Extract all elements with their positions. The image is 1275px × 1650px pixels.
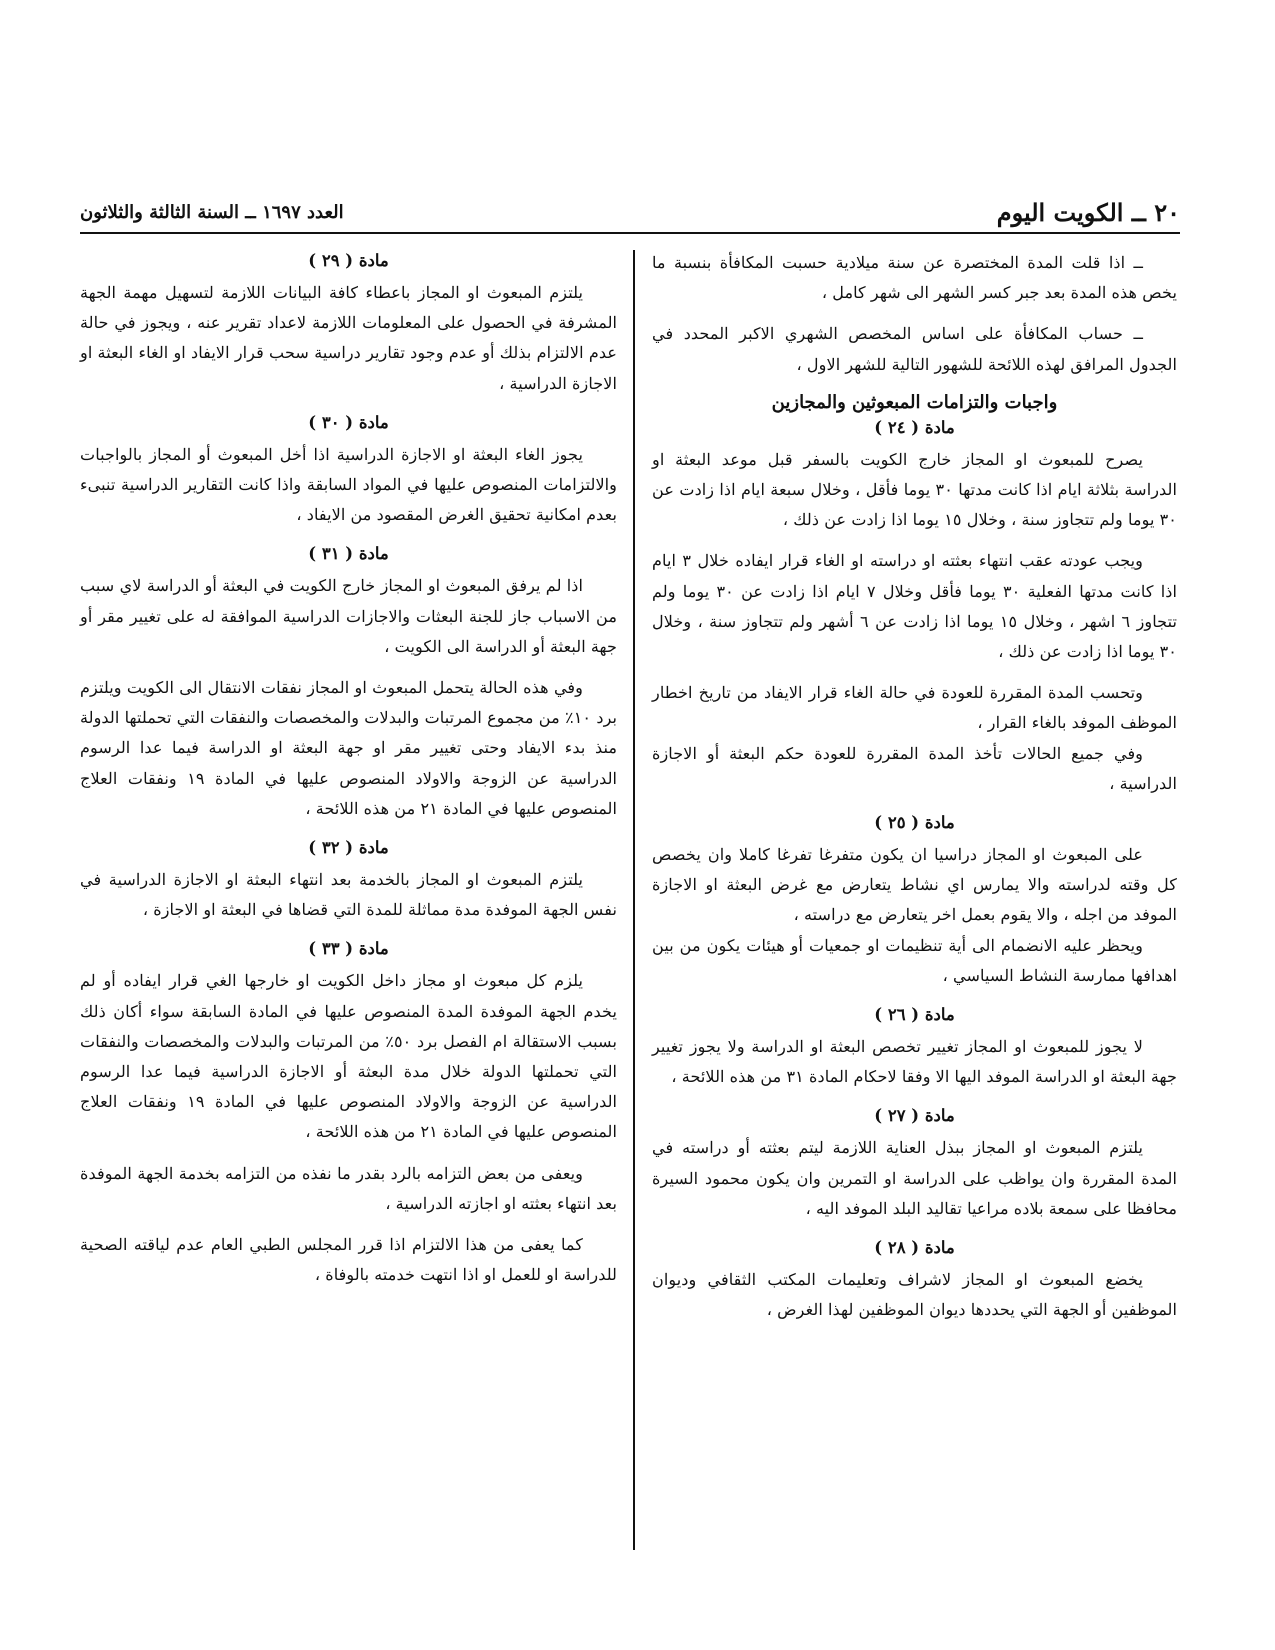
paragraph: لا يجوز للمبعوث او المجاز تغيير تخصص البعثة او الدراسة ولا يجوز تغيير جهة البعثة او الدراسة الموفد اليها الا وفقا لاحكام المادة ٣١ من هذه اللائحة ،	[652, 1037, 1177, 1087]
right-column	[652, 248, 1177, 1336]
column-divider	[633, 250, 635, 1550]
paragraph: وفي هذه الحالة يتحمل المبعوث او المجاز نفقات الانتقال الى الكويت ويلتزم برد ١٠٪ من مجموع المرتبات والبدلات والمخصصات والنفقات التي تحملتها الدولة منذ بدء الايفاد وحتى تغيير مقر او جهة البعثة او الدراسة فيما عدا الرسوم الدراسية عن الزوجة والاولاد المنصوص عليها في المادة ١٩ ونفقات العلاج المنصوص عليها في المادة ٢١ من هذه اللائحة ،	[80, 678, 618, 818]
paragraph: اذا لم يرفق المبعوث او المجاز خارج الكويت في البعثة أو الدراسة لاي سبب من الاسباب جاز للجنة البعثات والاجازات الدراسية الموافقة له على تغيير مقر أو جهة البعثة أو الدراسة الى الكويت ،	[80, 576, 617, 656]
article-28-heading: مادة ( ٢٨ )	[874, 1238, 955, 1258]
paragraph: ــ اذا قلت المدة المختصرة عن سنة ميلادية حسبت المكافأة بنسبة ما يخص هذه المدة بعد جبر كسر الشهر الى شهر كامل ،	[652, 253, 1177, 303]
paragraph: ويجب عودته عقب انتهاء بعثته او دراسته او الغاء قرار ايفاده خلال ٣ ايام اذا كانت مدتها الفعلية ٣٠ يوما فأقل وخلال ٧ ايام اذا زادت عن ٣٠ يوما ولم تتجاوز ٦ اشهر ، وخلال ١٥ يوما اذا زادت عن ٦ أشهر ولم تتجاوز سنة ، وخلال ٣٠ يوما اذا زادت عن ذلك ،	[652, 551, 1177, 662]
paragraph: ويحظر عليه الانضمام الى أية تنظيمات او جمعيات أو هيئات يكون من بين اهدافها ممارسة النشاط السياسي ،	[652, 935, 1177, 985]
paragraph: يلتزم المبعوث او المجاز ببذل العناية اللازمة ليتم بعثته أو دراسته في المدة المقررة وان يواظب على الدراسة او التمرين وان يكون محمود السيرة محافظا على سمعة بلاده مراعيا تقاليد البلد الموفد اليه ،	[652, 1138, 1177, 1218]
article-29-heading: مادة ( ٢٩ )	[308, 251, 389, 270]
article-30-heading: مادة ( ٣٠ )	[308, 412, 389, 432]
article-33-heading: مادة ( ٣٣ )	[308, 939, 389, 959]
paragraph: يصرح للمبعوث او المجاز خارج الكويت بالسفر قبل موعد البعثة او الدراسة بثلاثة ايام اذا كانت مدتها ٣٠ يوما فأقل ، وخلال سبعة ايام اذا زادت عن ٣٠ يوما ولم تتجاوز سنة ، وخلال ١٥ يوما اذا زادت عن ذلك ،	[652, 449, 1177, 530]
page-number-and-title: ٢٠ ــ الكويت اليوم	[996, 197, 1180, 227]
paragraph: يجوز الغاء البعثة او الاجازة الدراسية اذا أخل المبعوث أو المجاز بالواجبات والالتزامات المنصوص عليها في المواد السابقة واذا كانت التقارير الدراسية تنبىء بعدم امكانية تحقيق الغرض المقصود من الايفاد ،	[80, 444, 617, 525]
paragraph: كما يعفى من هذا الالتزام اذا قرر المجلس الطبي العام عدم لياقته الصحية للدراسة او للعمل او اذا انتهت خدمته بالوفاة ،	[80, 1235, 617, 1285]
article-27-heading: مادة ( ٢٧ )	[874, 1106, 955, 1126]
article-26-heading: مادة ( ٢٦ )	[874, 1005, 955, 1025]
article-32-heading: مادة ( ٣٢ )	[308, 838, 389, 858]
issue-info: العدد ١٦٩٧ ــ السنة الثالثة والثلاثون	[80, 201, 344, 223]
article-25-heading: مادة ( ٢٥ )	[874, 813, 955, 833]
paragraph: ويعفى من بعض التزامه بالرد بقدر ما نفذه من التزامه بخدمة الجهة الموفدة بعد انتهاء بعثته او اجازته الدراسية ،	[80, 1163, 617, 1213]
paragraph: يلتزم المبعوث او المجاز باعطاء كافة البيانات اللازمة لتسهيل مهمة الجهة المشرفة في الحصول على المعلومات اللازمة لاعداد تقرير عنه ، ويجوز في حالة عدم الالتزام بذلك أو عدم وجود تقارير دراسية سحب قرار الايفاد او الغاء البعثة او الاجازة الدراسية ،	[80, 283, 617, 393]
paragraph: وفي جميع الحالات تأخذ المدة المقررة للعودة حكم البعثة أو الاجازة الدراسية ،	[652, 743, 1177, 793]
paragraph: يلزم كل مبعوث او مجاز داخل الكويت او خارجها الغي قرار ايفاده أو لم يخدم الجهة الموفدة المدة المنصوص عليها في المادة السابقة سواء أكان ذلك بسبب الاستقالة ام الفصل برد ٥٠٪ من المرتبات والبدلات والمخصصات والنفقات التي تحملتها الدولة خلال مدة البعثة أو الاجازة الدراسية فيما عدا الرسوم الدراسية عن الزوجة والاولاد المنصوص عليها في المادة ١٩ ونفقات العلاج المنصوص عليها في المادة ٢١ من هذه اللائحة ،	[80, 971, 618, 1142]
paragraph: على المبعوث او المجاز دراسيا ان يكون متفرغا تفرغا كاملا وان يخصص كل وقته لدراسته والا يمارس اي نشاط يتعارض مع غرض البعثة او الاجازة الموفد من اجله ، والا يقوم بعمل اخر يتعارض مع دراسته ،	[652, 845, 1177, 925]
article-31-heading: مادة ( ٣١ )	[308, 544, 389, 564]
header-divider	[80, 232, 1180, 234]
paragraph: يلتزم المبعوث او المجاز بالخدمة بعد انتهاء البعثة او الاجازة الدراسية في نفس الجهة الموفدة مدة مماثلة للمدة التي قضاها في البعثة او الاجازة ،	[80, 870, 617, 920]
paragraph: وتحسب المدة المقررة للعودة في حالة الغاء قرار الايفاد من تاريخ اخطار الموظف الموفد بالغاء القرار ،	[652, 683, 1177, 733]
paragraph: ــ حساب المكافأة على اساس المخصص الشهري الاكبر المحدد في الجدول المرافق لهذه اللائحة للشهور التالية للشهر الاول ،	[652, 324, 1177, 374]
page-header	[80, 192, 1180, 232]
left-column	[80, 248, 617, 1301]
article-24-heading: مادة ( ٢٤ )	[874, 417, 955, 437]
paragraph: يخضع المبعوث او المجاز لاشراف وتعليمات المكتب الثقافي وديوان الموظفين أو الجهة التي يحددها ديوان الموظفين لهذا الغرض ،	[652, 1270, 1177, 1320]
section-heading: واجبات والتزامات المبعوثين والمجازين	[771, 391, 1058, 413]
